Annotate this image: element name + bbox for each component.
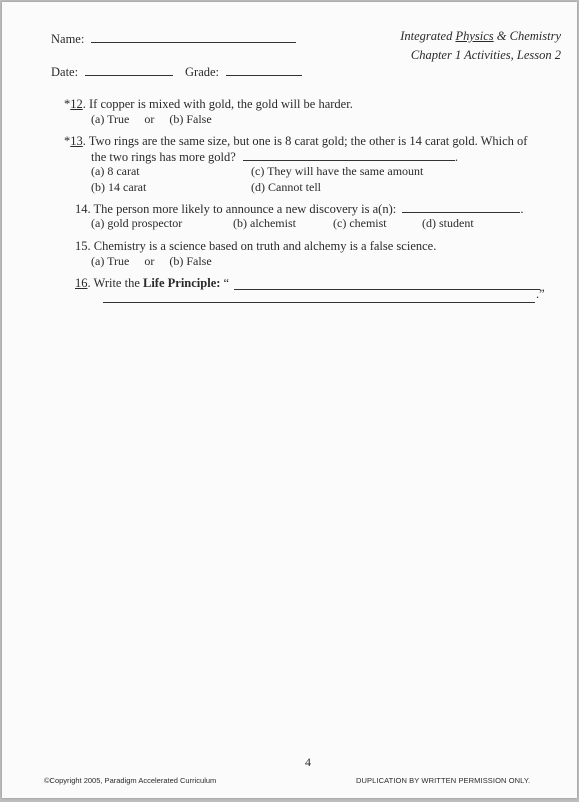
q14-option-d[interactable]: (d) student bbox=[422, 216, 474, 230]
q16-answer-line-2[interactable] bbox=[103, 302, 535, 303]
grade-field bbox=[185, 65, 302, 80]
q13-option-a[interactable]: (a) 8 carat bbox=[91, 164, 140, 178]
q15-options bbox=[91, 254, 212, 269]
grade-blank[interactable] bbox=[226, 75, 302, 76]
name-field bbox=[51, 32, 296, 47]
q12-option-b[interactable]: (b) False bbox=[169, 112, 212, 126]
q13-option-d[interactable]: (d) Cannot tell bbox=[251, 180, 321, 194]
q13-end: . bbox=[454, 150, 459, 164]
permission-notice: DUPLICATION BY WRITTEN PERMISSION ONLY. bbox=[356, 776, 531, 785]
date-blank[interactable] bbox=[85, 75, 173, 76]
q14-option-b[interactable]: (b) alchemist bbox=[233, 216, 296, 230]
q15-number: 15. bbox=[75, 239, 91, 253]
q14-text: The person more likely to announce a new discovery is a(n): bbox=[93, 202, 397, 216]
q13-text-line1: . Two rings are the same size, but one is 8 carat gold; the other is 14 carat gold. Which of bbox=[82, 134, 528, 148]
question-13 bbox=[64, 133, 527, 149]
q13-option-b[interactable]: (b) 14 carat bbox=[91, 180, 147, 194]
name-blank[interactable] bbox=[91, 42, 296, 43]
q12-number: 12 bbox=[70, 97, 83, 111]
q15-option-a[interactable]: (a) True bbox=[91, 254, 130, 268]
q15-text: Chemistry is a science based on truth and alchemy is a false science. bbox=[93, 239, 437, 253]
course-title-part1: Integrated bbox=[400, 29, 453, 43]
q12-option-a[interactable]: (a) True bbox=[91, 112, 130, 126]
q12-options bbox=[91, 112, 212, 127]
question-14 bbox=[75, 201, 523, 217]
q14-option-c[interactable]: (c) chemist bbox=[333, 216, 387, 230]
q15-or: or bbox=[144, 254, 155, 268]
q13-text-line2: the two rings has more gold? bbox=[91, 150, 236, 164]
q13-answer-blank[interactable] bbox=[243, 160, 455, 161]
worksheet-page bbox=[2, 2, 577, 798]
q12-or: or bbox=[144, 112, 155, 126]
name-label: Name: bbox=[51, 32, 85, 46]
q13-marker: * bbox=[64, 134, 71, 148]
q16-life-principle: Life Principle: bbox=[143, 276, 221, 290]
date-field bbox=[51, 65, 173, 80]
q14-number: 14. bbox=[75, 202, 91, 216]
grade-label: Grade: bbox=[185, 65, 220, 79]
q16-number: 16 bbox=[75, 276, 88, 290]
course-title-part2: Physics bbox=[455, 29, 494, 43]
q13-number: 13 bbox=[70, 134, 83, 148]
q14-answer-blank[interactable] bbox=[402, 212, 520, 213]
lesson-subtitle: Chapter 1 Activities, Lesson 2 bbox=[410, 48, 561, 62]
q12-text: . If copper is mixed with gold, the gold will be harder. bbox=[82, 97, 353, 111]
q16-open-quote: “ bbox=[223, 276, 230, 290]
date-label: Date: bbox=[51, 65, 79, 79]
q16-answer-line-1[interactable] bbox=[234, 289, 540, 290]
q16-close-quote: .” bbox=[536, 287, 545, 301]
q14-end: . bbox=[520, 202, 524, 216]
question-15 bbox=[75, 238, 436, 254]
q13-line2 bbox=[91, 149, 458, 165]
q16-text-pre: . Write the bbox=[87, 276, 140, 290]
course-title-part3: & Chemistry bbox=[496, 29, 561, 43]
page-number: 4 bbox=[305, 755, 311, 769]
copyright-notice: ©Copyright 2005, Paradigm Accelerated Curriculum bbox=[44, 776, 217, 785]
question-16 bbox=[75, 275, 229, 291]
question-12 bbox=[64, 96, 353, 112]
course-title bbox=[400, 29, 561, 44]
q15-option-b[interactable]: (b) False bbox=[169, 254, 212, 268]
q12-marker: * bbox=[64, 97, 71, 111]
q13-option-c[interactable]: (c) They will have the same amount bbox=[251, 164, 424, 178]
q14-option-a[interactable]: (a) gold prospector bbox=[91, 216, 183, 230]
